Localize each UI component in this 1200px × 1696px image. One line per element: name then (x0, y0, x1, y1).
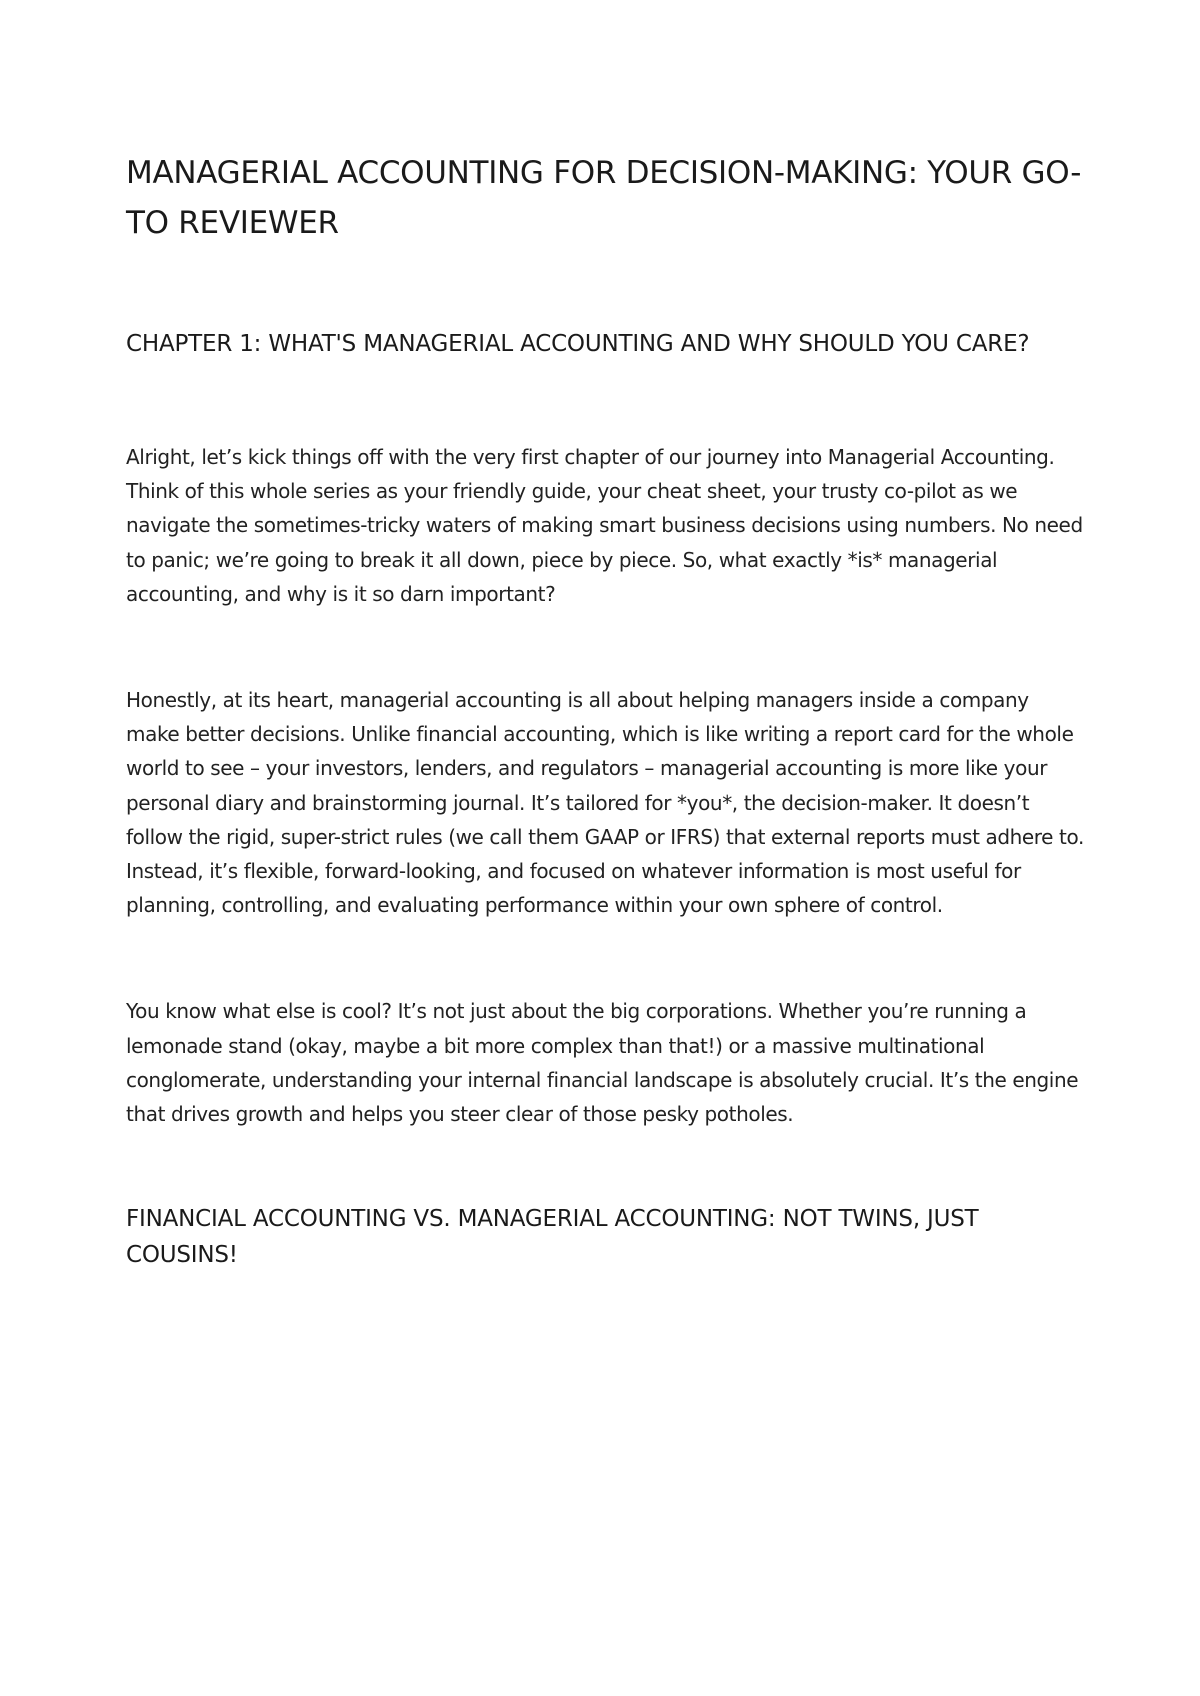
section-heading: FINANCIAL ACCOUNTING VS. MANAGERIAL ACCOUNTING: NOT TWINS, JUST COUSINS! (126, 1206, 979, 1269)
document-title: MANAGERIAL ACCOUNTING FOR DECISION-MAKING: YOUR GO-TO REVIEWER (126, 155, 1082, 241)
document-body (126, 148, 1086, 1273)
paragraph-intro: Alright, let’s kick things off with the very first chapter of our journey into Managerial Accounting. Think of this whole series as your friendly guide, your cheat sheet, your trusty co-pilot as we navigate the sometimes-tricky waters of making smart business decisions using numbers. No need to panic; we’re going to break it all down, piece by piece. So, what exactly *is* managerial accounting, and why is it so darn important? (126, 445, 1083, 606)
paragraph-scope: You know what else is cool? It’s not just about the big corporations. Whether you’re running a lemonade stand (okay, maybe a bit more complex than that!) or a massive multinational conglomerate, understanding your internal financial landscape is absolutely crucial. It’s the engine that drives growth and helps you steer clear of those pesky potholes. (126, 999, 1079, 1127)
paragraph-definition: Honestly, at its heart, managerial accounting is all about helping managers inside a company make better decisions. Unlike financial accounting, which is like writing a report card for the whole world to see – your investors, lenders, and regulators – managerial accounting is more like your personal diary and brainstorming journal. It’s tailored for *you*, the decision-maker. It doesn’t follow the rigid, super-strict rules (we call them GAAP or IFRS) that external reports must adhere to. Instead, it’s flexible, forward-looking, and focused on whatever information is most useful for planning, controlling, and evaluating performance within your own sphere of control. (126, 688, 1084, 918)
chapter-heading: CHAPTER 1: WHAT'S MANAGERIAL ACCOUNTING AND WHY SHOULD YOU CARE? (126, 331, 1030, 357)
